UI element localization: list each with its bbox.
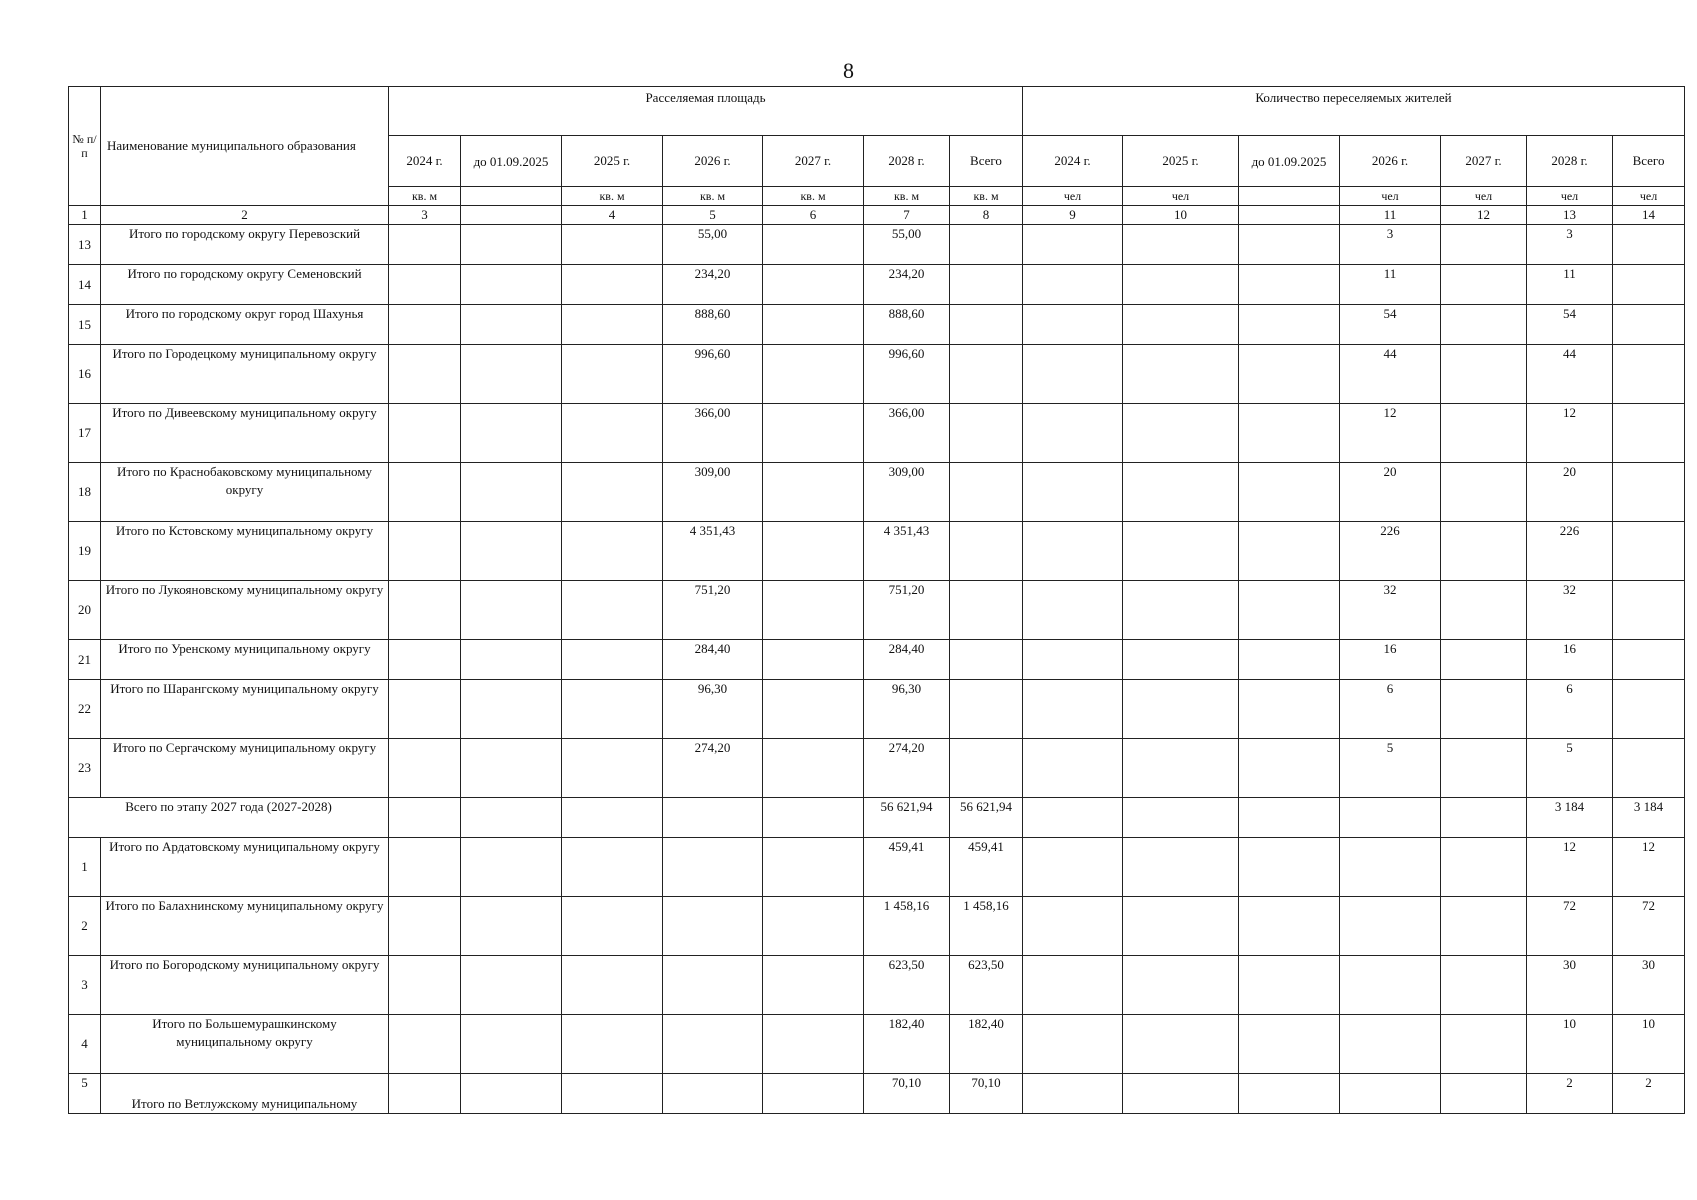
col-index: 3	[389, 206, 461, 225]
row-number: 19	[69, 522, 101, 581]
area-2028: 234,20	[864, 265, 950, 305]
municipality-name: Итого по городскому округу Семеновский	[101, 265, 389, 305]
area-2026: 284,40	[663, 640, 763, 680]
area-2028: 751,20	[864, 581, 950, 640]
area-total	[950, 680, 1023, 739]
area-total	[950, 305, 1023, 345]
people-2026: 16	[1340, 640, 1441, 680]
people-year: 2026 г.	[1340, 136, 1441, 187]
people-total: 30	[1613, 956, 1685, 1015]
area-total	[950, 345, 1023, 404]
area-year: 2028 г.	[864, 136, 950, 187]
people-year: 2024 г.	[1023, 136, 1123, 187]
people-year: 2025 г.	[1123, 136, 1239, 187]
stage-total-row	[69, 798, 1685, 838]
page-number: 8	[843, 58, 854, 83]
col-index: 5	[663, 206, 763, 225]
municipality-name: Итого по Богородскому муниципальному округу	[101, 956, 389, 1015]
people-2028: 6	[1527, 680, 1613, 739]
stage-people-2028: 3 184	[1527, 798, 1613, 838]
row-number: 18	[69, 463, 101, 522]
municipality-name: Итого по Лукояновскому муниципальному округу	[101, 581, 389, 640]
unit	[461, 187, 562, 206]
row-number: 21	[69, 640, 101, 680]
people-2028: 3	[1527, 225, 1613, 265]
area-2026: 888,60	[663, 305, 763, 345]
people-total: 72	[1613, 897, 1685, 956]
municipality-name: Итого по Уренскому муниципальному округу	[101, 640, 389, 680]
row-number: 22	[69, 680, 101, 739]
area-2026: 309,00	[663, 463, 763, 522]
people-total	[1613, 581, 1685, 640]
people-total	[1613, 265, 1685, 305]
area-total	[950, 463, 1023, 522]
people-2028: 10	[1527, 1015, 1613, 1074]
area-total	[950, 739, 1023, 798]
unit	[1239, 187, 1340, 206]
people-total: 12	[1613, 838, 1685, 897]
area-2028: 70,10	[864, 1074, 950, 1114]
table-row	[69, 305, 1685, 345]
row-number: 5	[69, 1074, 101, 1114]
people-total	[1613, 463, 1685, 522]
area-2026: 55,00	[663, 225, 763, 265]
people-total	[1613, 404, 1685, 463]
area-total	[950, 265, 1023, 305]
people-total: 10	[1613, 1015, 1685, 1074]
area-2028: 96,30	[864, 680, 950, 739]
area-2028: 366,00	[864, 404, 950, 463]
municipality-name: Итого по городскому округ город Шахунья	[101, 305, 389, 345]
col-index	[1239, 206, 1340, 225]
resettlement-table	[68, 86, 1685, 1114]
table-row	[69, 680, 1685, 739]
row-number: 16	[69, 345, 101, 404]
unit: кв. м	[864, 187, 950, 206]
people-total	[1613, 640, 1685, 680]
col-index: 14	[1613, 206, 1685, 225]
table-row	[69, 265, 1685, 305]
table-row	[69, 897, 1685, 956]
unit: кв. м	[663, 187, 763, 206]
col-index	[461, 206, 562, 225]
people-2028: 54	[1527, 305, 1613, 345]
table-row	[69, 345, 1685, 404]
unit: чел	[1123, 187, 1239, 206]
municipality-name: Итого по Городецкому муниципальному округу	[101, 345, 389, 404]
people-2026: 11	[1340, 265, 1441, 305]
area-year: 2025 г.	[562, 136, 663, 187]
row-number: 1	[69, 838, 101, 897]
stage-total-label: Всего по этапу 2027 года (2027-2028)	[69, 798, 389, 838]
area-2026: 274,20	[663, 739, 763, 798]
col-index: 8	[950, 206, 1023, 225]
people-2028: 20	[1527, 463, 1613, 522]
table-row	[69, 739, 1685, 798]
municipality-name: Итого по Ардатовскому муниципальному округу	[101, 838, 389, 897]
people-year: до 01.09.2025	[1239, 136, 1340, 187]
unit: кв. м	[763, 187, 864, 206]
col-index: 11	[1340, 206, 1441, 225]
stage-people-total: 3 184	[1613, 798, 1685, 838]
header-name: Наименование муниципального образования	[101, 87, 389, 206]
area-2028: 274,20	[864, 739, 950, 798]
col-index: 10	[1123, 206, 1239, 225]
row-number: 15	[69, 305, 101, 345]
header-index-row	[69, 206, 1685, 225]
people-2026: 226	[1340, 522, 1441, 581]
area-2028: 996,60	[864, 345, 950, 404]
col-index: 4	[562, 206, 663, 225]
unit: чел	[1527, 187, 1613, 206]
area-total: 1 458,16	[950, 897, 1023, 956]
people-2028: 44	[1527, 345, 1613, 404]
people-2028: 16	[1527, 640, 1613, 680]
row-number: 17	[69, 404, 101, 463]
area-total	[950, 581, 1023, 640]
stage-area-2028: 56 621,94	[864, 798, 950, 838]
col-index: 7	[864, 206, 950, 225]
header-people-group: Количество переселяемых жителей	[1023, 87, 1685, 136]
people-year: 2027 г.	[1441, 136, 1527, 187]
area-total: 70,10	[950, 1074, 1023, 1114]
area-2026: 751,20	[663, 581, 763, 640]
unit: чел	[1340, 187, 1441, 206]
table-row	[69, 404, 1685, 463]
table-row	[69, 838, 1685, 897]
col-index: 12	[1441, 206, 1527, 225]
people-year: 2028 г.	[1527, 136, 1613, 187]
area-2026: 366,00	[663, 404, 763, 463]
people-year: Всего	[1613, 136, 1685, 187]
people-2026: 6	[1340, 680, 1441, 739]
area-2026: 234,20	[663, 265, 763, 305]
people-total	[1613, 739, 1685, 798]
unit: чел	[1441, 187, 1527, 206]
table-row	[69, 522, 1685, 581]
area-total: 182,40	[950, 1015, 1023, 1074]
municipality-name: Итого по Краснобаковскому муниципальному округу	[101, 463, 389, 522]
col-index: 13	[1527, 206, 1613, 225]
municipality-name: Итого по Балахнинскому муниципальному округу	[101, 897, 389, 956]
area-total	[950, 522, 1023, 581]
area-2028: 623,50	[864, 956, 950, 1015]
area-total: 623,50	[950, 956, 1023, 1015]
area-year: 2027 г.	[763, 136, 864, 187]
people-2028: 11	[1527, 265, 1613, 305]
area-2026: 996,60	[663, 345, 763, 404]
area-2028: 1 458,16	[864, 897, 950, 956]
people-2026: 20	[1340, 463, 1441, 522]
people-total	[1613, 225, 1685, 265]
col-index: 9	[1023, 206, 1123, 225]
area-year: 2026 г.	[663, 136, 763, 187]
area-2026: 4 351,43	[663, 522, 763, 581]
people-total	[1613, 345, 1685, 404]
row-number: 3	[69, 956, 101, 1015]
area-2028: 888,60	[864, 305, 950, 345]
col-index: 2	[101, 206, 389, 225]
table-row	[69, 463, 1685, 522]
stage-area-total: 56 621,94	[950, 798, 1023, 838]
table-row	[69, 225, 1685, 265]
municipality-name: Итого по Дивеевскому муниципальному округу	[101, 404, 389, 463]
municipality-name: Итого по Шарангскому муниципальному округу	[101, 680, 389, 739]
people-2028: 12	[1527, 838, 1613, 897]
unit: кв. м	[389, 187, 461, 206]
table-row	[69, 1015, 1685, 1074]
header-num: № п/п	[69, 87, 101, 206]
unit: кв. м	[562, 187, 663, 206]
row-number: 13	[69, 225, 101, 265]
row-number: 20	[69, 581, 101, 640]
area-2028: 309,00	[864, 463, 950, 522]
row-number: 4	[69, 1015, 101, 1074]
table-row	[69, 956, 1685, 1015]
people-2026: 32	[1340, 581, 1441, 640]
header-area-group: Расселяемая площадь	[389, 87, 1023, 136]
people-2028: 12	[1527, 404, 1613, 463]
people-2028: 30	[1527, 956, 1613, 1015]
people-total: 2	[1613, 1074, 1685, 1114]
municipality-name: Итого по Большемурашкинскому муниципальному округу	[101, 1015, 389, 1074]
municipality-name: Итого по Сергачскому муниципальному округу	[101, 739, 389, 798]
area-year: до 01.09.2025	[461, 136, 562, 187]
people-2026: 44	[1340, 345, 1441, 404]
area-2028: 4 351,43	[864, 522, 950, 581]
people-2028: 32	[1527, 581, 1613, 640]
people-2026: 3	[1340, 225, 1441, 265]
row-number: 2	[69, 897, 101, 956]
col-index: 6	[763, 206, 864, 225]
area-2028: 55,00	[864, 225, 950, 265]
people-2028: 2	[1527, 1074, 1613, 1114]
people-total	[1613, 680, 1685, 739]
municipality-name: Итого по Кстовскому муниципальному округу	[101, 522, 389, 581]
people-total	[1613, 305, 1685, 345]
area-2026: 96,30	[663, 680, 763, 739]
people-2028: 72	[1527, 897, 1613, 956]
people-2028: 5	[1527, 739, 1613, 798]
area-total	[950, 404, 1023, 463]
table-row	[69, 1074, 1685, 1114]
unit: кв. м	[950, 187, 1023, 206]
area-year: 2024 г.	[389, 136, 461, 187]
people-2026: 5	[1340, 739, 1441, 798]
area-year: Всего	[950, 136, 1023, 187]
people-2026: 54	[1340, 305, 1441, 345]
row-number: 23	[69, 739, 101, 798]
people-2028: 226	[1527, 522, 1613, 581]
area-total: 459,41	[950, 838, 1023, 897]
table-row	[69, 581, 1685, 640]
row-number: 14	[69, 265, 101, 305]
area-2028: 182,40	[864, 1015, 950, 1074]
municipality-name: Итого по городскому округу Перевозский	[101, 225, 389, 265]
area-2028: 284,40	[864, 640, 950, 680]
municipality-name: Итого по Ветлужскому муниципальному	[101, 1074, 389, 1114]
people-2026: 12	[1340, 404, 1441, 463]
table-row	[69, 640, 1685, 680]
unit: чел	[1613, 187, 1685, 206]
area-2028: 459,41	[864, 838, 950, 897]
people-total	[1613, 522, 1685, 581]
col-index: 1	[69, 206, 101, 225]
unit: чел	[1023, 187, 1123, 206]
area-total	[950, 225, 1023, 265]
area-total	[950, 640, 1023, 680]
